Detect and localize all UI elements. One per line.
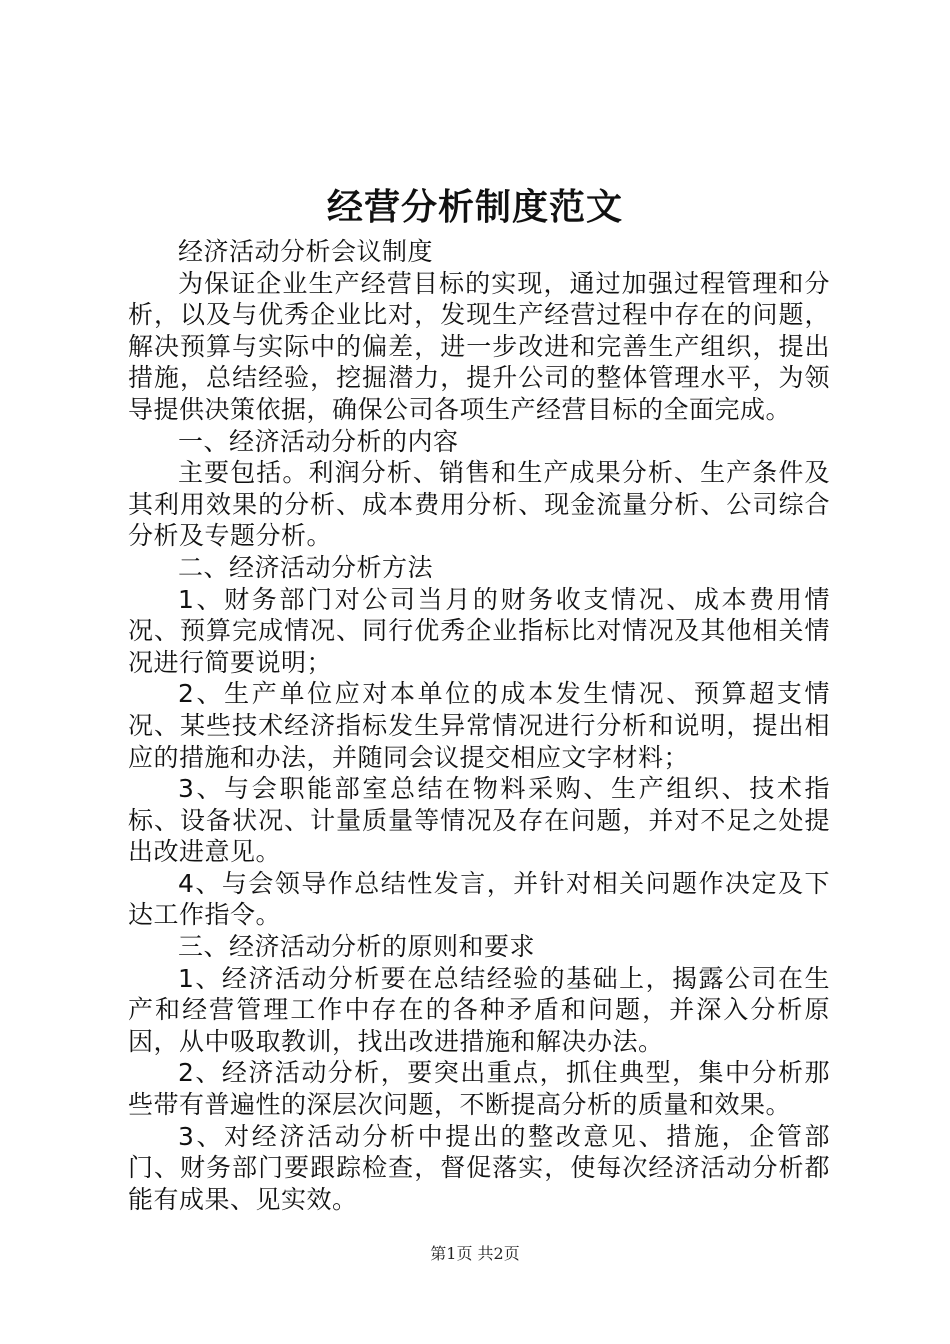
- document-body: [128, 236, 830, 1215]
- paragraph-method-3: 3、与会职能部室总结在物料采购、生产组织、技术指标、设备状况、计量质量等情况及存在问题，并对不足之处提出改进意见。: [128, 774, 830, 867]
- paragraph-content: 主要包括。利润分析、销售和生产成果分析、生产条件及其利用效果的分析、成本费用分析、现金流量分析、公司综合分析及专题分析。: [128, 458, 830, 551]
- paragraph-method-1: 1、财务部门对公司当月的财务收支情况、成本费用情况、预算完成情况、同行优秀企业指标比对情况及其他相关情况进行简要说明；: [128, 584, 830, 677]
- paragraph-method-4: 4、与会领导作总结性发言，并针对相关问题作决定及下达工作指令。: [128, 868, 830, 930]
- page-footer: 第1页 共2页: [430, 1244, 520, 1263]
- document-title: 经营分析制度范文: [326, 186, 623, 228]
- heading-content: 一、经济活动分析的内容: [178, 426, 459, 456]
- paragraph-method-2: 2、生产单位应对本单位的成本发生情况、预算超支情况、某些技术经济指标发生异常情况进行分析和说明，提出相应的措施和办法，并随同会议提交相应文字材料；: [128, 679, 830, 772]
- paragraph-principle-2: 2、经济活动分析，要突出重点，抓住典型，集中分析那些带有普遍性的深层次问题，不断提高分析的质量和效果。: [128, 1058, 830, 1120]
- paragraph-purpose: 为保证企业生产经营目标的实现，通过加强过程管理和分析，以及与优秀企业比对，发现生产经营过程中存在的问题，解决预算与实际中的偏差，进一步改进和完善生产组织，提出措施，总结经验，挖掘潜力，提升公司的整体管理水平，为领导提供决策依据，确保公司各项生产经营目标的全面完成。: [128, 268, 830, 424]
- paragraph-principle-1: 1、经济活动分析要在总结经验的基础上，揭露公司在生产和经营管理工作中存在的各种矛盾和问题，并深入分析原因，从中吸取教训，找出改进措施和解决办法。: [128, 963, 830, 1056]
- paragraph-principle-3: 3、对经济活动分析中提出的整改意见、措施，企管部门、财务部门要跟踪检查，督促落实，使每次经济活动分析都能有成果、见实效。: [128, 1121, 830, 1214]
- heading-method: 二、经济活动分析方法: [178, 552, 434, 582]
- heading-principles: 三、经济活动分析的原则和要求: [178, 932, 536, 962]
- paragraph-section-heading: 经济活动分析会议制度: [178, 237, 434, 266]
